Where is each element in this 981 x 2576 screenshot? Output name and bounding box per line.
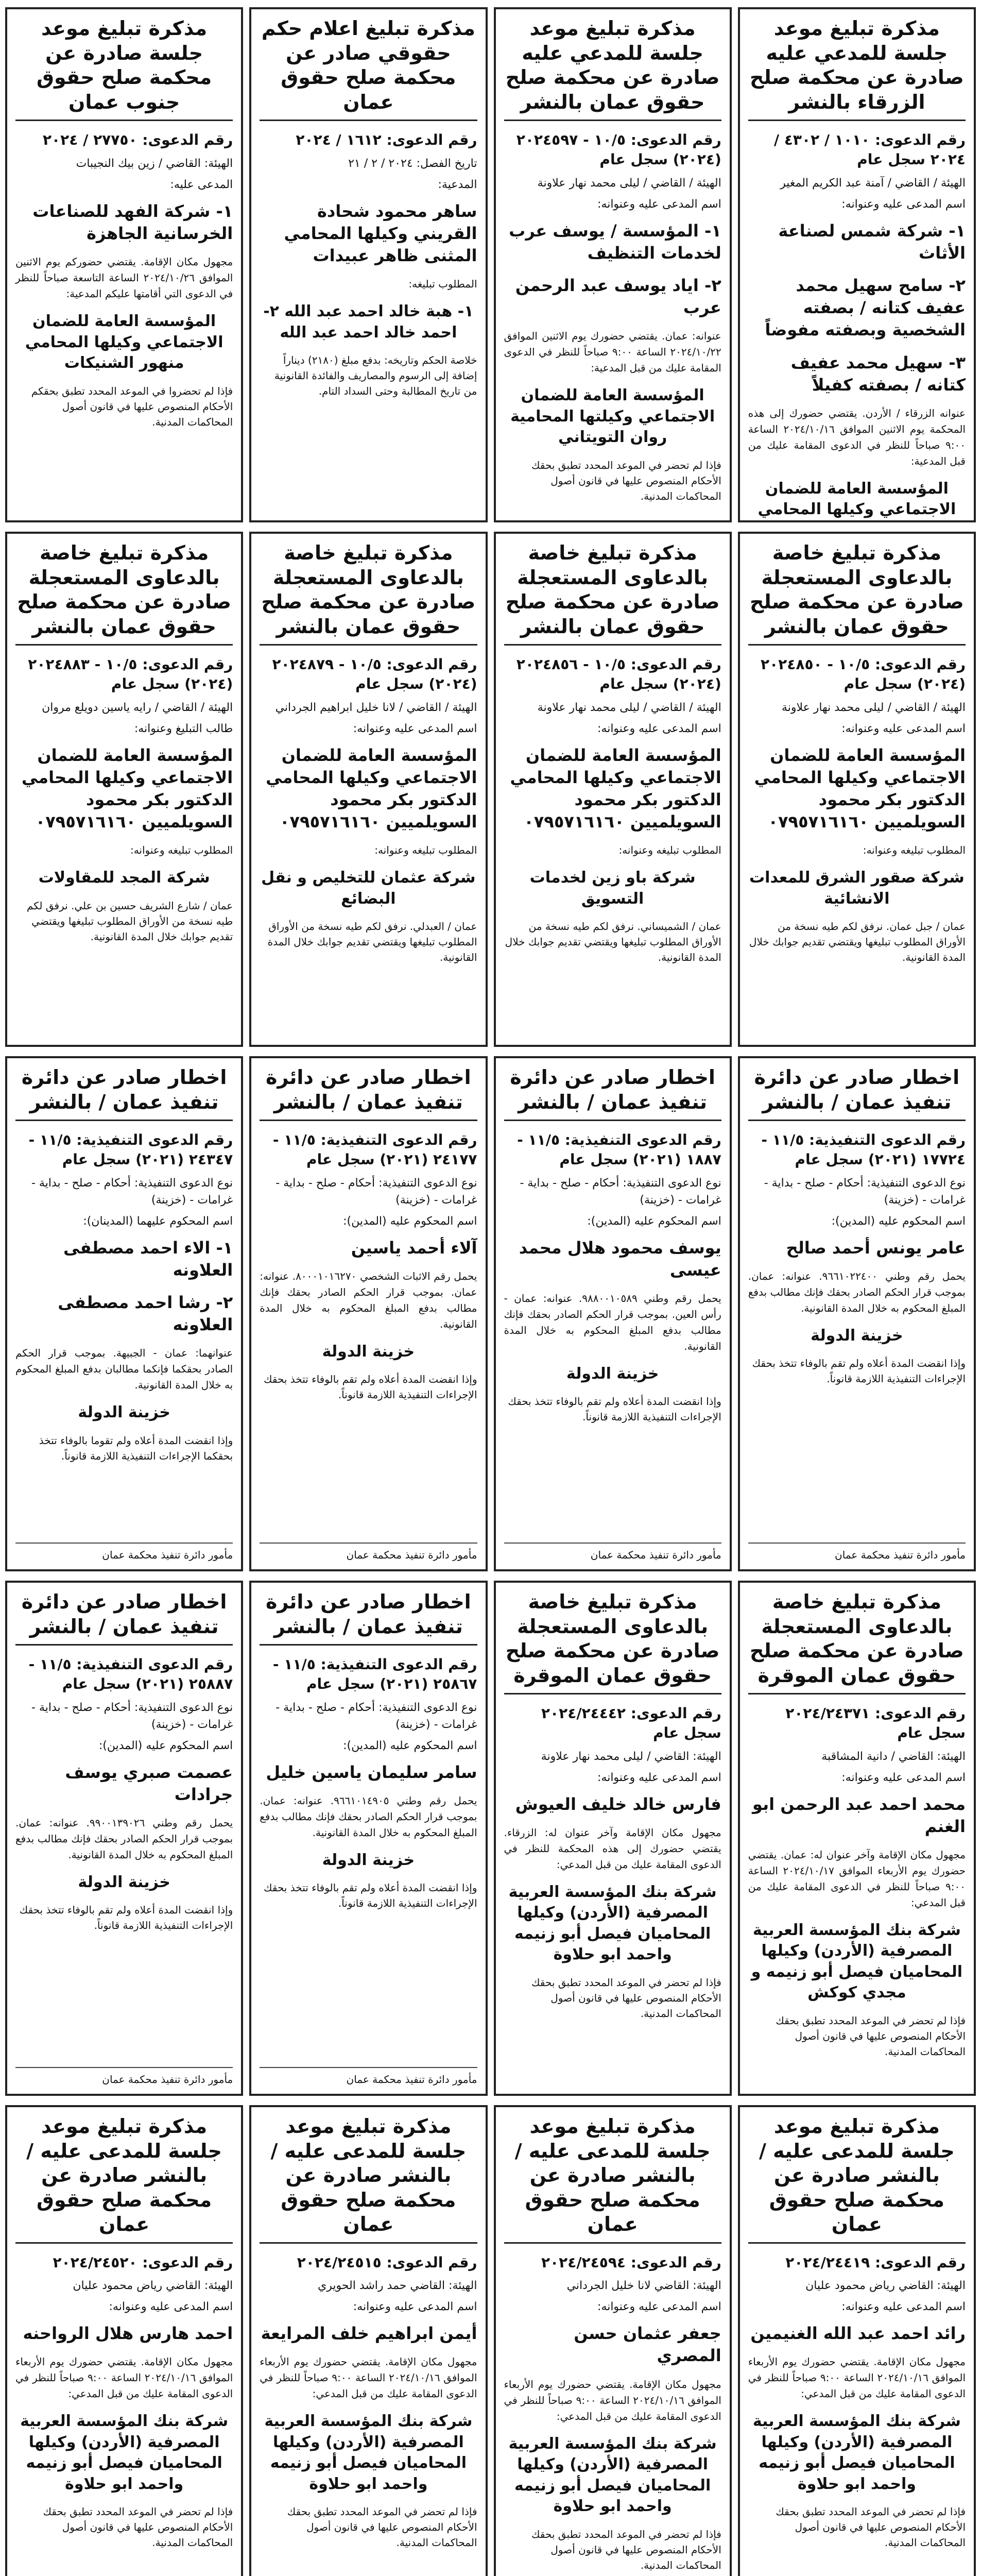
notice-meta-line: اسم المدعى عليه وعنوانه: <box>109 2300 233 2314</box>
notice-meta-line: الهيئة: القاضي لانا خليل الجرداني <box>566 2279 721 2293</box>
party-name: ٢- رشا احمد مصطفى العلاونه <box>58 1292 233 1335</box>
notice-title: اخطار صادر عن دائرة تنفيذ عمان / بالنشر <box>15 1590 233 1646</box>
notice-body: مجهول مكان الإقامة. يقتضي حضوركم يوم الاثنين الموافق ٢٠٢٤/١٠/٢٦ الساعة التاسعة صباحاً للنظر في الدعوى التي أقامتها عليكم المدعية: <box>15 256 233 300</box>
notice-box <box>494 7 732 522</box>
notice-title: مذكرة تبليغ خاصة بالدعاوى المستعجلة صادرة عن محكمة صلح حقوق عمان الموقرة <box>504 1590 721 1694</box>
notice-body: المطلوب تبليغه وعنوانه: <box>374 844 477 857</box>
notice-closing: فإذا لم تحضر في الموعد المحدد تطبق بحقك الأحكام المنصوص عليها في قانون أصول المحاكمات المدنية. <box>531 459 721 502</box>
case-number: رقم الدعوى: ٢٠٢٤/٢٤٥٢٠ <box>53 2253 233 2271</box>
plaintiff-name: خزينة الدولة <box>811 1326 903 1345</box>
party-name: فارس خالد خليف العيوش <box>515 1794 721 1814</box>
party-name: جعفر عثمان حسن المصري <box>574 2324 721 2366</box>
plaintiff-name: المؤسسة العامة للضمان الاجتماعي وكيلتها المحامية روان التويتاني <box>510 386 715 447</box>
party-name: المؤسسة العامة للضمان الاجتماعي وكيلها المحامي الدكتور بكر محمود السويلميين ٠٧٩٥٧١٦١٦٠ <box>754 745 966 832</box>
party-name: عامر يونس أحمد صالح <box>786 1238 966 1258</box>
notice-title: مذكرة تبليغ خاصة بالدعاوى المستعجلة صادرة عن محكمة صلح حقوق عمان بالنشر <box>260 541 477 646</box>
notice-meta-line: اسم المحكوم عليه (المدين): <box>587 1214 721 1228</box>
notice-meta-line: اسم المدعى عليه وعنوانه: <box>841 197 966 211</box>
notice-box <box>249 7 487 522</box>
notice-body: مجهول مكان الإقامة. يقتضي حضورك يوم الأربعاء الموافق ٢٠٢٤/١٠/١٦ الساعة ٩:٠٠ صباحاً للنظر في الدعوى المقامة عليك من قبل المدعي: <box>504 2378 721 2422</box>
notice-title: مذكرة تبليغ موعد جلسة للمدعى عليه / بالنشر صادرة عن محكمة صلح حقوق عمان <box>260 2114 477 2244</box>
notice-meta-line: اسم المدعى عليه وعنوانه: <box>597 722 721 735</box>
party-name: المؤسسة العامة للضمان الاجتماعي وكيلها المحامي الدكتور بكر محمود السويلميين ٠٧٩٥٧١٦١٦٠ <box>21 745 233 832</box>
notice-signature: مأمور دائرة تنفيذ محكمة عمان <box>504 1543 721 1562</box>
notice-closing: وإذا انقضت المدة أعلاه ولم تقم بالوفاء تتخذ بحقك الإجراءات التنفيذية اللازمة قانوناً. <box>508 1395 721 1423</box>
notice-closing: فإذا لم تحضر في الموعد المحدد تطبق بحقك الأحكام المنصوص عليها في قانون أصول المحاكمات المدنية. <box>287 2505 477 2549</box>
plaintiff-name: المؤسسة العامة للضمان الاجتماعي وكيلها المحامي <box>758 479 956 519</box>
notice-title: مذكرة تبليغ موعد جلسة للمدعي عليه صادرة عن محكمة صلح حقوق عمان بالنشر <box>504 16 721 121</box>
notice-meta-line: الهيئة: القاضي / ليلى محمد نهار علاونة <box>541 1750 721 1763</box>
notice-signature: مأمور دائرة تنفيذ محكمة عمان <box>260 2067 477 2087</box>
notice-box <box>249 532 487 1047</box>
notice-meta-line: الهيئة: القاضي / دانية المشاقبة <box>821 1750 966 1763</box>
party-name: ١- شركة الفهد للصناعات الخرسانية الجاهزة <box>32 201 233 243</box>
notice-title: مذكرة تبليغ خاصة بالدعاوى المستعجلة صادرة عن محكمة صلح حقوق عمان بالنشر <box>504 541 721 646</box>
party-name: المؤسسة العامة للضمان الاجتماعي وكيلها المحامي الدكتور بكر محمود السويلميين ٠٧٩٥٧١٦١٦٠ <box>266 745 477 832</box>
notice-meta-line: نوع الدعوى التنفيذية: أحكام - صلح - بداية - غرامات - (خزينة) <box>31 1176 233 1207</box>
party-name: رائد احمد عبد الله الغنيمين <box>750 2324 966 2344</box>
notice-title: مذكرة تبليغ موعد جلسة للمدعى عليه / بالنشر صادرة عن محكمة صلح حقوق عمان <box>748 2114 966 2244</box>
notice-closing: وإذا انقضت المدة أعلاه ولم تقم بالوفاء تتخذ بحقك الإجراءات التنفيذية اللازمة قانوناً. <box>263 1373 477 1401</box>
case-number: رقم الدعوى: ١٠/٥ - ٢٠٢٤٨٥٠ (٢٠٢٤) سجل عام <box>761 656 966 692</box>
notice-box <box>738 7 976 522</box>
notice-title: اخطار صادر عن دائرة تنفيذ عمان / بالنشر <box>748 1065 966 1121</box>
party-name: ١- شركة شمس لصناعة الأثاث <box>778 221 966 263</box>
notice-box <box>738 1056 976 1571</box>
notice-title: مذكرة تبليغ موعد جلسة للمدعى عليه / بالنشر صادرة عن محكمة صلح حقوق عمان <box>15 2114 233 2244</box>
notice-closing: فإذا لم تحضر في الموعد المحدد تطبق بحقك الأحكام المنصوص عليها في قانون أصول المحاكمات المدنية. <box>776 2505 966 2549</box>
notice-body: يحمل رقم وطني ٩٨٨٠٠١٠٥٨٩. عنوانه: عمان - رأس العين. بموجب قرار الحكم الصادر بحقك فإنك مطالب بدفع المبلغ المحكوم به خلال المدة القانونية. <box>504 1292 721 1352</box>
case-number: رقم الدعوى: ٢٧٧٥٠ / ٢٠٢٤ <box>42 131 233 148</box>
notice-signature: مأمور دائرة تنفيذ محكمة عمان <box>748 1543 966 1562</box>
notice-box <box>738 1581 976 2096</box>
notice-meta-line: الهيئة / القاضي / آمنة عبد الكريم المغير <box>780 176 966 190</box>
notice-closing: وإذا انقضت المدة أعلاه ولم تقم بالوفاء تتخذ بحقك الإجراءات التنفيذية اللازمة قانوناً. <box>263 1882 477 1910</box>
plaintiff-name: خزينة الدولة <box>78 1873 170 1891</box>
notice-meta-line: الهيئة / القاضي / لانا خليل ابراهيم الجرداني <box>275 701 477 714</box>
notice-body: مجهول مكان الإقامة وآخر عنوان له: عمان. يقتضي حضورك يوم الأربعاء الموافق ٢٠٢٤/١٠/١٧ الساعة ٩:٠٠ صباحاً للنظر في الدعوى المقامة عليك من قبل المدعي: <box>748 1848 966 1909</box>
case-number: رقم الدعوى التنفيذية: ١١/٥ - ١٨٨٧ (٢٠٢١) سجل عام <box>517 1131 721 1168</box>
notice-title: مذكرة تبليغ خاصة بالدعاوى المستعجلة صادرة عن محكمة صلح حقوق عمان بالنشر <box>15 541 233 646</box>
notice-title: مذكرة تبليغ موعد جلسة صادرة عن محكمة صلح حقوق جنوب عمان <box>15 16 233 121</box>
notice-meta-line: اسم المحكوم عليه (المدين): <box>831 1214 966 1228</box>
notice-meta-line: الهيئة / القاضي / ليلى محمد نهار علاونة <box>781 701 966 714</box>
notice-closing: عمان / جبل عمان. نرفق لكم طيه نسخة من الأوراق المطلوب تبليغها ويقتضي تقديم جوابك خلال المدة القانونية. <box>749 920 966 964</box>
notice-box <box>5 1056 243 1571</box>
case-number: رقم الدعوى: ١٠/٥ - ٢٠٢٤٥٩٧ (٢٠٢٤) سجل عام <box>516 131 721 168</box>
notice-body: مجهول مكان الإقامة وآخر عنوان له: الزرقاء. يقتضي حضورك إلى هذه المحكمة للنظر في الدعوى المقامة عليك من قبل المدعي: <box>504 1826 721 1871</box>
notice-meta-line: اسم المدعى عليه وعنوانه: <box>597 197 721 211</box>
notice-body: عنوانهما: عمان - الجبيهة. بموجب قرار الحكم الصادر بحقكما فإنكما مطالبان بدفع المبلغ المحكوم به خلال المدة القانونية. <box>15 1347 233 1392</box>
party-name: عصمت صبري يوسف جرادات <box>65 1762 233 1804</box>
notice-closing: فإذا لم تحضر في الموعد المحدد تطبق بحقك الأحكام المنصوص عليها في قانون أصول المحاكمات المدنية. <box>531 1976 721 2020</box>
plaintiff-name: خزينة الدولة <box>322 1342 415 1361</box>
notice-box <box>249 1056 487 1571</box>
case-number: رقم الدعوى: ٢٠٢٤/٢٤٥٩٤ <box>541 2253 721 2271</box>
plaintiff-name: المؤسسة العامة للضمان الاجتماعي وكيلها المحامي منهور الشنيكات <box>25 312 223 372</box>
notice-signature: مأمور دائرة تنفيذ محكمة عمان <box>15 1543 233 1562</box>
notice-body: المطلوب تبليغه وعنوانه: <box>130 844 233 857</box>
party-name: ٢- اياد يوسف عبد الرحمن عرب <box>515 275 721 318</box>
plaintiff-name: شركة بنك المؤسسة العربية المصرفية (الأردن) وكيلها المحاميان فيصل أبو زنيمه واحمد ابو حلاوة <box>264 2412 473 2493</box>
notice-title: اخطار صادر عن دائرة تنفيذ عمان / بالنشر <box>15 1065 233 1121</box>
notice-body: مجهول مكان الإقامة. يقتضي حضورك يوم الأربعاء الموافق ٢٠٢٤/١٠/١٦ الساعة ٩:٠٠ صباحاً للنظر في الدعوى المقامة عليك من قبل المدعي: <box>748 2355 966 2400</box>
notice-closing: خلاصة الحكم وتاريخه: بدفع مبلغ (٢١٨٠) ديناراً إضافة إلى الرسوم والمصاريف والفائدة القانونية من تاريخ المطالبة وحتى السداد التام. <box>274 354 477 398</box>
case-number: رقم الدعوى: ٢٠٢٤/٢٤٣٧١ سجل عام <box>785 1705 966 1741</box>
case-number: رقم الدعوى: ٢٠٢٤/٢٤٤٤٢ سجل عام <box>541 1705 721 1741</box>
notice-meta-line: الهيئة / القاضي / ليلى محمد نهار علاونة <box>537 701 721 714</box>
notice-meta-line: الهيئة / القاضي / رايه ياسين دويلع مروان <box>42 701 233 714</box>
notice-meta-line: الهيئة: القاضي رياض محمود عليان <box>73 2279 233 2293</box>
notice-meta-line: تاريخ الفصل: ٢٠٢٤ / ٢ / ٢١ <box>348 157 477 170</box>
notice-box <box>5 1581 243 2096</box>
notice-box <box>738 532 976 1047</box>
notice-closing: فإذا لم تحضر في الموعد المحدد تطبق بحقك الأحكام المنصوص عليها في قانون أصول المحاكمات المدنية. <box>43 2505 233 2549</box>
plaintiff-name: شركة المجد للمقاولات <box>38 869 210 887</box>
notice-meta-line: المدعية: <box>438 178 477 191</box>
notice-closing: عمان / الشميساني. نرفق لكم طيه نسخة من الأوراق المطلوب تبليغها ويقتضي تقديم جوابك خلال المدة القانونية. <box>505 920 721 964</box>
notice-body: يحمل رقم وطني ٩٦٦١٠٢٢٤٠٠. عنوانه: عمان. بموجب قرار الحكم الصادر بحقك فإنك مطالب بدفع المبلغ المحكوم به خلال المدة القانونية. <box>748 1269 966 1314</box>
notice-closing: وإذا انقضت المدة أعلاه ولم تقوما بالوفاء تتخذ بحقكما الإجراءات التنفيذية اللازمة قانوناً. <box>39 1434 233 1462</box>
plaintiff-name: شركة بنك المؤسسة العربية المصرفية (الأردن) وكيلها المحاميان فيصل أبو زنيمه واحمد ابو حلاوة <box>20 2412 229 2493</box>
notice-body: مجهول مكان الإقامة. يقتضي حضورك يوم الأربعاء الموافق ٢٠٢٤/١٠/١٦ الساعة ٩:٠٠ صباحاً للنظر في الدعوى المقامة عليك من قبل المدعي: <box>260 2355 477 2400</box>
plaintiff-name: ١- هبة خالد احمد عبد الله ٢- احمد خالد احمد عبد الله <box>263 302 474 342</box>
party-name: المؤسسة العامة للضمان الاجتماعي وكيلها المحامي الدكتور بكر محمود السويلميين ٠٧٩٥٧١٦١٦٠ <box>510 745 721 832</box>
notice-title: مذكرة تبليغ اعلام حكم حقوقي صادر عن محكمة صلح حقوق عمان <box>260 16 477 121</box>
case-number: رقم الدعوى التنفيذية: ١١/٥ - ٢٥٨٦٧ (٢٠٢١) سجل عام <box>272 1656 477 1692</box>
notice-closing: عمان / العبدلي. نرفق لكم طيه نسخة من الأوراق المطلوب تبليغها ويقتضي تقديم جوابك خلال المدة القانونية. <box>267 920 477 964</box>
notice-closing: فإذا لم تحضروا في الموعد المحدد تطبق بحقكم الأحكام المنصوص عليها في قانون أصول المحاكمات المدنية. <box>31 384 233 428</box>
notice-meta-line: نوع الدعوى التنفيذية: أحكام - صلح - بداية - غرامات - (خزينة) <box>520 1176 721 1207</box>
case-number: رقم الدعوى: ١٠/٥ - ٢٠٢٤٨٧٩ (٢٠٢٤) سجل عام <box>272 656 477 692</box>
notice-box <box>5 7 243 522</box>
case-number: رقم الدعوى التنفيذية: ١١/٥ - ١٧٧٢٤ (٢٠٢١) سجل عام <box>761 1131 966 1168</box>
notice-box <box>494 2105 732 2576</box>
party-name: أيمن ابراهيم خلف المرايعة <box>261 2324 477 2344</box>
plaintiff-name: شركة صقور الشرق للمعدات الانشائية <box>749 869 965 908</box>
notice-box <box>494 1056 732 1571</box>
notice-body: عنوانه: عمان. يقتضي حضورك يوم الاثنين الموافق ٢٠٢٤/١٠/٢٢ الساعة ٩:٠٠ صباحاً للنظر في الدعوى المقامة عليك من قبل المدعية: <box>504 330 721 375</box>
notice-meta-line: اسم المدعى عليه وعنوانه: <box>841 722 966 735</box>
notice-meta-line: الهيئة / القاضي / ليلى محمد نهار علاونة <box>537 176 721 190</box>
party-name: احمد هارس هلال الرواحنه <box>23 2324 233 2344</box>
notice-box <box>494 532 732 1047</box>
notice-body: يحمل رقم الاثبات الشخصي ٨٠٠٠١٠١٦٢٧٠. عنوانه: عمان. بموجب قرار الحكم الصادر بحقك فإنك مطالب بدفع المبلغ المحكوم به خلال المدة القانونية. <box>260 1269 477 1330</box>
notice-title: اخطار صادر عن دائرة تنفيذ عمان / بالنشر <box>504 1065 721 1121</box>
notice-meta-line: اسم المدعى عليه وعنوانه: <box>597 2300 721 2314</box>
notice-title: اخطار صادر عن دائرة تنفيذ عمان / بالنشر <box>260 1590 477 1646</box>
case-number: رقم الدعوى التنفيذية: ١١/٥ - ٢٤١٧٧ (٢٠٢١) سجل عام <box>272 1131 477 1168</box>
notice-body: يحمل رقم وطني ٩٩٠٠١٣٩٠٢٦. عنوانه: عمان. بموجب قرار الحكم الصادر بحقك فإنك مطالب بدفع المبلغ المحكوم به خلال المدة القانونية. <box>15 1816 233 1861</box>
plaintiff-name: خزينة الدولة <box>566 1364 659 1383</box>
plaintiff-name: شركة بنك المؤسسة العربية المصرفية (الأردن) وكيلها المحاميان فيصل أبو زنيمه و مجدي كوكش <box>751 1921 963 2002</box>
plaintiff-name: خزينة الدولة <box>78 1403 170 1422</box>
notice-meta-line: اسم المحكوم عليهما (المدينان): <box>83 1214 233 1228</box>
plaintiff-name: خزينة الدولة <box>322 1851 415 1869</box>
notice-title: مذكرة تبليغ موعد جلسة للمدعي عليه صادرة عن محكمة صلح الزرقاء بالنشر <box>748 16 966 121</box>
case-number: رقم الدعوى: ١٠/٥ - ٢٠٢٤٨٨٣ (٢٠٢٤) سجل عام <box>28 656 233 692</box>
case-number: رقم الدعوى التنفيذية: ١١/٥ - ٢٤٣٤٧ (٢٠٢١) سجل عام <box>28 1131 233 1168</box>
notice-title: مذكرة تبليغ موعد جلسة للمدعى عليه / بالنشر صادرة عن محكمة صلح حقوق عمان <box>504 2114 721 2244</box>
notice-closing: فإذا لم تحضر في الموعد المحدد تطبق بحقك الأحكام المنصوص عليها في قانون أصول المحاكمات المدنية. <box>531 2528 721 2571</box>
notice-meta-line: اسم المدعى عليه وعنوانه: <box>841 1771 966 1784</box>
notice-signature: مأمور دائرة تنفيذ محكمة عمان <box>15 2067 233 2087</box>
party-name: ساهر محمود شحادة القريني وكيلها المحامي المثنى ظاهر عبيدات <box>284 201 477 266</box>
case-number: رقم الدعوى: ١٦١٢ / ٢٠٢٤ <box>296 131 477 148</box>
notice-meta-line: اسم المدعى عليه وعنوانه: <box>353 2300 477 2314</box>
notice-meta-line: الهيئة: القاضي رياض محمود عليان <box>805 2279 966 2293</box>
notice-closing: فإذا لم تحضر في الموعد المحدد تطبق بحقك الأحكام المنصوص عليها في قانون أصول المحاكمات المدنية. <box>776 2014 966 2058</box>
party-name: ١- المؤسسة / يوسف عرب لخدمات التنظيف <box>509 221 721 263</box>
notice-meta-line: اسم المدعى عليه وعنوانه: <box>597 1771 721 1784</box>
notice-meta-line: الهيئة: القاضي حمد راشد الحويري <box>317 2279 477 2293</box>
plaintiff-name: شركة بنك المؤسسة العربية المصرفية (الأردن) وكيلها المحاميان فيصل أبو زنيمه واحمد ابو حلاوة <box>508 1883 717 1964</box>
notice-box <box>494 1581 732 2096</box>
notice-title: اخطار صادر عن دائرة تنفيذ عمان / بالنشر <box>260 1065 477 1121</box>
notice-meta-line: نوع الدعوى التنفيذية: أحكام - صلح - بداية - غرامات - (خزينة) <box>31 1701 233 1731</box>
party-name: محمد احمد عبد الرحمن ابو الغنم <box>752 1794 966 1836</box>
notice-meta-line: نوع الدعوى التنفيذية: أحكام - صلح - بداية - غرامات - (خزينة) <box>276 1701 477 1731</box>
party-name: ٣- سهيل محمد عفيف كتانه / بصفته كفيلاً <box>790 352 966 395</box>
notice-box <box>5 2105 243 2576</box>
notice-body: يحمل رقم وطني ٩٦٦١٠١٤٩٠٥. عنوانه: عمان. بموجب قرار الحكم الصادر بحقك فإنك مطالب بدفع المبلغ المحكوم به خلال المدة القانونية. <box>260 1794 477 1839</box>
notice-meta-line: المدعى عليه: <box>170 178 233 191</box>
notice-signature: مأمور دائرة تنفيذ محكمة عمان <box>260 1543 477 1562</box>
notice-meta-line: الهيئة: القاضي / زين بيك النجيبات <box>76 157 233 170</box>
case-number: رقم الدعوى: ٢٠٢٤/٢٤٥١٥ <box>297 2253 477 2271</box>
plaintiff-name: شركة بنك المؤسسة العربية المصرفية (الأردن) وكيلها المحاميان فيصل أبو زنيمه واحمد ابو حلاوة <box>752 2412 961 2493</box>
notice-body: عنوانه الزرقاء / الأردن. يقتضي حضورك إلى هذه المحكمة يوم الاثنين الموافق ٢٠٢٤/١٠/١٦ الساعة ٩:٠٠ صباحاً للنظر في الدعوى المقامة عليك من قبل المدعية: <box>748 406 966 467</box>
notice-meta-line: طالب التبليغ وعنوانه: <box>134 722 233 735</box>
notice-closing: عمان / شارع الشريف حسين بن علي. نرفق لكم طيه نسخة من الأوراق المطلوب تبليغها ويقتضي تقديم جوابك خلال المدة القانونية. <box>27 899 233 943</box>
plaintiff-name: شركة باو زين لخدمات التسويق <box>529 869 696 908</box>
notice-body: المطلوب تبليغه: <box>408 278 477 291</box>
notice-meta-line: اسم المدعى عليه وعنوانه: <box>353 722 477 735</box>
case-number: رقم الدعوى: ١٠١٠ / ٤٣٠٢ / ٢٠٢٤ سجل عام <box>773 131 966 168</box>
notice-meta-line: اسم المحكوم عليه (المدين): <box>98 1739 233 1752</box>
notice-closing: وإذا انقضت المدة أعلاه ولم تقم بالوفاء تتخذ بحقك الإجراءات التنفيذية اللازمة قانوناً. <box>752 1357 966 1385</box>
notice-meta-line: اسم المحكوم عليه (المدين): <box>343 1214 477 1228</box>
notice-meta-line: اسم المحكوم عليه (المدين): <box>343 1739 477 1752</box>
party-name: يوسف محمود هلال محمد عيسى <box>519 1238 721 1280</box>
plaintiff-name: شركة عثمان للتخليص و نقل البضائع <box>261 869 476 908</box>
notice-box <box>249 2105 487 2576</box>
notice-body: مجهول مكان الإقامة. يقتضي حضورك يوم الأربعاء الموافق ٢٠٢٤/١٠/١٦ الساعة ٩:٠٠ صباحاً للنظر في الدعوى المقامة عليك من قبل المدعي: <box>15 2355 233 2400</box>
notice-meta-line: نوع الدعوى التنفيذية: أحكام - صلح - بداية - غرامات - (خزينة) <box>276 1176 477 1207</box>
notice-body: المطلوب تبليغه وعنوانه: <box>618 844 721 857</box>
party-name: آلاء أحمد ياسين <box>351 1238 477 1258</box>
plaintiff-name: شركة بنك المؤسسة العربية المصرفية (الأردن) وكيلها المحاميان فيصل أبو زنيمه واحمد ابو حلاوة <box>508 2434 717 2516</box>
notice-body: المطلوب تبليغه وعنوانه: <box>863 844 966 857</box>
notice-meta-line: نوع الدعوى التنفيذية: أحكام - صلح - بداية - غرامات - (خزينة) <box>764 1176 966 1207</box>
party-name: ٢- سامح سهيل محمد عفيف كتانه / بصفته الشخصية وبصفته مفوضاً <box>765 275 966 340</box>
notice-box <box>738 2105 976 2576</box>
case-number: رقم الدعوى: ٢٠٢٤/٢٤٤١٩ <box>785 2253 966 2271</box>
notice-box <box>249 1581 487 2096</box>
notice-meta-line: اسم المدعى عليه وعنوانه: <box>841 2300 966 2314</box>
notice-box <box>5 532 243 1047</box>
notice-closing: وإذا انقضت المدة أعلاه ولم تقم بالوفاء تتخذ بحقك الإجراءات التنفيذية اللازمة قانوناً. <box>19 1904 233 1932</box>
party-name: سامر سليمان ياسين خليل <box>266 1762 477 1782</box>
notice-title: مذكرة تبليغ خاصة بالدعاوى المستعجلة صادرة عن محكمة صلح حقوق عمان الموقرة <box>748 1590 966 1694</box>
case-number: رقم الدعوى: ١٠/٥ - ٢٠٢٤٨٥٦ (٢٠٢٤) سجل عام <box>516 656 721 692</box>
party-name: ١- الاء احمد مصطفى العلاونه <box>63 1238 233 1280</box>
case-number: رقم الدعوى التنفيذية: ١١/٥ - ٢٥٨٨٧ (٢٠٢١) سجل عام <box>28 1656 233 1692</box>
notice-title: مذكرة تبليغ خاصة بالدعاوى المستعجلة صادرة عن محكمة صلح حقوق عمان بالنشر <box>748 541 966 646</box>
